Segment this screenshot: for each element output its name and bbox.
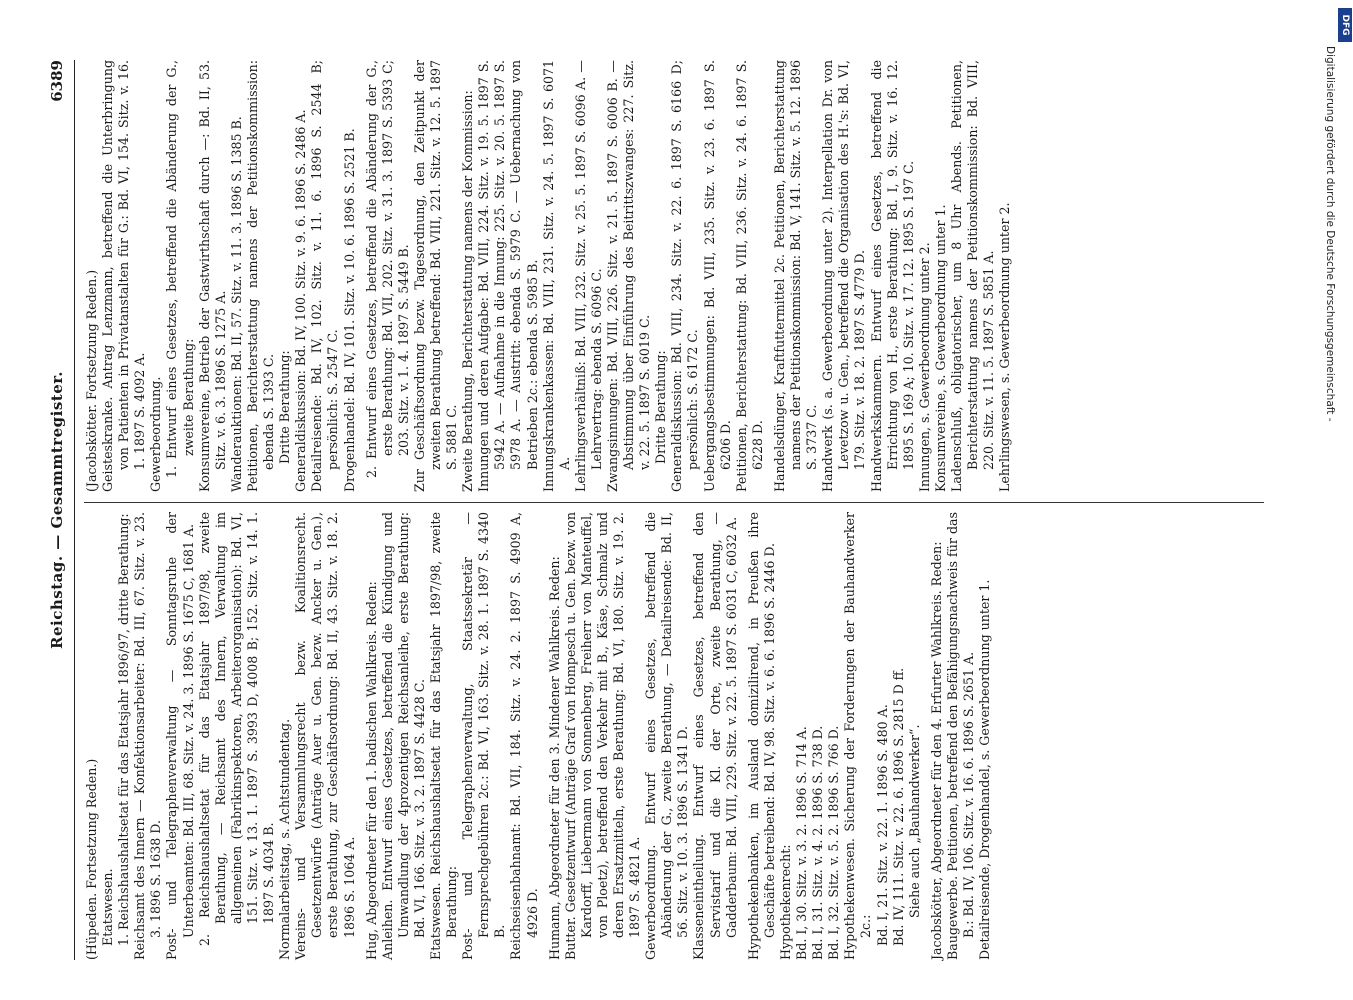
index-entry: 1. Entwurf eines Gesetzes, betreffend die Abänderung der G., zweite Berathung: [164, 60, 196, 478]
index-entry: Post- und Telegraphenverwaltung — Sonntagsruhe der Unterbeamten: Bd. III, 68. Sitz. v. 24. 3. 1896 S. 1675 C, 1681 A. [164, 512, 196, 960]
index-entry: 2. Entwurf eines Gesetzes, betreffend die Abänderung der G., erste Berathung: Bd. VII, 202. Sitz. v. 31. 3. 1897 S. 5393 C; 203. Sitz. v. 1. 4. 1897 S. 5449 B. [363, 60, 411, 478]
digitization-note: Digitalisierung gefördert durch die Deutsche Forschungsgemeinschaft - [1324, 46, 1336, 422]
index-entry: Konsumvereine, Betrieb der Gastwirthschaft durch —: Bd. II, 53. Sitz. v. 6. 3. 1896 S. 1275 A. [196, 60, 228, 492]
page-header-title: Reichstag. — Gesammtregister. [48, 371, 66, 649]
member-entry: Jacobskötter, Abgeordneter für den 4. Erfurter Wahlkreis. Reden: [928, 541, 944, 960]
index-entry: Innungen, s. Gewerbeordnung unter 2. [916, 242, 932, 492]
continuation-heading: (Hüpeden. Fortsetzung Reden.) [84, 758, 99, 960]
index-entry: Lehrlingswesen, s. Gewerbeordnung unter 2. [997, 202, 1013, 492]
column-divider [84, 502, 1264, 503]
index-entry: Ladenschluß, obligatorischer, um 8 Uhr Abends. Petitionen, Berichterstattung namens der Petitionskommission: Bd. VIII, 220. Sitz. v. 11. 5. 1897 S. 5851 A. [948, 60, 997, 492]
continuation-heading: (Jacobskötter. Fortsetzung Reden.) [84, 269, 99, 492]
index-entry: Zwangsinnungen: Bd. VIII, 226. Sitz. v. 21. 5. 1897 S. 6006 B. — Abstimmung über Einführung des Beitrittszwanges: 227. Sitz. v. 22. 5. 1897 S. 6019 C. [605, 60, 653, 492]
page-number: 6389 [48, 60, 66, 102]
index-entry: Konsumvereine, s. Gewerbeordnung unter 1. [932, 204, 948, 492]
index-entry: Bd. I, 32. Sitz. v. 5. 2. 1896 S. 766 D. [826, 725, 842, 960]
member-entry: Humann, Abgeordneter für den 3. Mindener Wahlkreis. Reden: [546, 556, 562, 960]
index-entry: Siehe auch „Bauhandwerker“. [906, 724, 922, 918]
index-entry: Etatswesen. Reichshaushaltsetat für das Etatsjahr 1897/98, zweite Berathung: [427, 512, 460, 960]
index-entry: 1. Reichshaushaltsetat für das Etatsjahr 1896/97, dritte Berathung: [116, 513, 132, 946]
right-column [84, 60, 1013, 492]
index-entry: Wanderauktionen: Bd. II, 57. Sitz. v. 11. 3. 1896 S. 1385 B. [228, 116, 244, 492]
index-entry: Reichsamt des Innern — Konfektionsarbeiter: Bd. III, 67. Sitz. v. 23. 3. 1896 S. 1638 D. [132, 512, 164, 960]
index-entry: Generaldiskussion: Bd. IV, 100. Sitz. v. 9. 6. 1896 S. 2486 A. [293, 109, 309, 492]
index-entry: Gewerbeordnung. Entwurf eines Gesetzes, betreffend die Abänderung der G., zweite Berathung, — Detailreisende: Bd. II, 56. Sitz. v. 10. 3. 1896 S. 1341 D. [643, 512, 691, 960]
index-entry: Innungen und deren Aufgabe: Bd. VIII, 224. Sitz. v. 19. 5. 1897 S. 5942 A. — Aufnahme in die Innung: 225. Sitz. v. 20. 5. 1897 S. 5978 A. — Austritt: ebenda S. 5979 C. — Uebernachung von Betrieben 2c.: ebenda S. 5985 B. [476, 60, 540, 492]
index-entry: Post- und Telegraphenverwaltung, Staatssekretär — Fernsprechgebühren 2c.: Bd. VI, 163. Sitz. v. 28. 1. 1897 S. 4340 B. [460, 512, 508, 960]
left-column [84, 512, 993, 960]
index-entry: Detailreisende: Bd. IV, 102. Sitz. v. 11. 6. 1896 S. 2544 B; persönlich: S. 2547 C. [309, 60, 341, 492]
index-subheading: Etatswesen. [100, 868, 116, 946]
index-entry: Anleihen. Entwurf eines Gesetzes, betreffend die Kündigung und Umwandlung der 4prozentigen Reichsanleihe, erste Berathung: Bd. VI, 166. Sitz. v. 3. 2. 1897 S. 4428 C. [379, 512, 427, 960]
index-entry: Lehrlingsverhältniß: Bd. VIII, 232. Sitz. v. 25. 5. 1897 S. 6096 A. — Lehrvertrag: ebenda S. 6096 C. [572, 60, 604, 492]
index-entry: Bd. IV, 111. Sitz. v. 22. 6. 1896 S. 2815 D ff. [890, 667, 906, 946]
index-entry: Bd. I, 31. Sitz. v. 4. 2. 1896 S. 738 D. [810, 725, 826, 960]
index-entry: Generaldiskussion: Bd. VIII, 234. Sitz. v. 22. 6. 1897 S. 6166 D; persönlich: S. 6172 C. [669, 60, 701, 492]
index-entry: Dritte Berathung: [653, 350, 669, 464]
index-entry: Klasseneintheilung. Entwurf eines Gesetzes, betreffend den Servistarif und die Kl. der Orte, zweite Berathung, — Gadderbaum: Bd. VIII, 229. Sitz. v. 22. 5. 1897 S. 6031 C, 6032 A. [691, 512, 739, 960]
dfg-logo [1338, 8, 1352, 42]
index-entry: Handwerk (s. a. Gewerbeordnung unter 2). Interpellation Dr. von Levetzow u. Gen., betreffend die Organisation des H.'s: Bd. VI, 179. Sitz. v. 18. 2. 1897 S. 4779 D. [820, 60, 868, 492]
index-entry: Detailreisende, Drogenhandel, s. Gewerbeordnung unter 1. [977, 579, 993, 960]
index-entry: Dritte Berathung: [277, 350, 293, 464]
index-entry: Bd. I, 30. Sitz. v. 3. 2. 1896 S. 714 A. [794, 726, 810, 960]
index-subheading: Gewerbeordnung. [148, 376, 164, 492]
index-entry: Handelsdünger, Kraftfuttermittel 2c. Petitionen, Berichterstattung namens der Petitionskommission: Bd. V, 141. Sitz. v. 5. 12. 1896 S. 3737 C. [771, 60, 820, 492]
page-header [48, 60, 75, 960]
index-entry: Bd. I, 21. Sitz. v. 22. 1. 1896 S. 480 A. [874, 704, 890, 946]
index-entry: Petitionen, Berichterstattung namens der Petitionskommission: ebenda S. 1393 C. [244, 60, 277, 492]
member-entry: Hug, Abgeordneter für den 1. badischen Wahlkreis. Reden: [363, 581, 379, 960]
dfg-logo-text: DFG [1340, 14, 1350, 36]
index-entry: Hypothekenbanken, im Ausland domizilirend, in Preußen ihre Geschäfte betreibend: Bd. IV, 98. Sitz. v. 6. 6. 1896 S. 2446 D. [745, 512, 777, 960]
index-entry: Innungskrankenkassen: Bd. VIII, 231. Sitz. v. 24. 5. 1897 S. 6071 A. [540, 60, 572, 492]
index-subheading: Hypothekenrecht: [777, 844, 793, 960]
index-entry: Zweite Berathung, Berichterstattung namens der Kommission: [460, 90, 476, 492]
index-entry: Hypothekenwesen. Sicherung der Forderungen der Bauhandwerker 2c.: [842, 512, 874, 960]
index-entry: Butter. Gesetzentwurf (Anträge Graf von Hompesch u. Gen. bezw. von Kardorff, Liebermann von Sonnenberg, Freiherr von Manteuffel, von Ploetz), betreffend den Verkehr mit B., Käse, Schmalz und deren Ersatzmitteln, erste Berathung: Bd. VI, 180. Sitz. v. 19. 2. 1897 S. 4821 A. [562, 512, 643, 960]
index-entry: Zur Geschäftsordnung bezw. Tagesordnung, den Zeitpunkt der zweiten Berathung betreffend: Bd. VIII, 221. Sitz. v. 12. 5. 1897 S. 5881 C. [411, 60, 460, 492]
index-entry: 2. Reichshaushaltsetat für das Etatsjahr 1897/98, zweite Berathung, — Reichsamt des Innern, Verwaltung im allgemeinen (Fabrikinspektoren, Arbeiterorganisation): Bd. VI, 151. Sitz. v. 13. 1. 1897 S. 3993 D, 4008 B; 152. Sitz. v. 14. 1. 1897 S. 4034 B. [196, 512, 277, 946]
index-entry: Baugewerbe. Petitionen, betreffend den Befähigungsnachweis für das B.: Bd. IV, 106. Sitz. v. 16. 6. 1896 S. 2651 A. [944, 512, 976, 960]
index-entry: Reichseisenbahnamt: Bd. VII, 184. Sitz. v. 24. 2. 1897 S. 4909 A, 4926 D. [508, 512, 540, 960]
index-entry: Drogenhandel: Bd. IV, 101. Sitz. v. 10. 6. 1896 S. 2521 B. [341, 128, 357, 492]
index-entry: Handwerkskammern. Entwurf eines Gesetzes, betreffend die Errichtung von H., erste Berathung: Bd. I, 9. Sitz. v. 16. 12. 1895 S. 169 A; 10. Sitz. v. 17. 12. 1895 S. 197 C. [868, 60, 916, 492]
index-entry: Normalarbeitstag, s. Achtstundentag. [277, 718, 293, 960]
index-entry: Vereins- und Versammlungsrecht bezw. Koalitionsrecht. Gesetzentwürfe (Anträge Auer u. Gen. bezw. Ancker u. Gen.), erste Berathung, zur Geschäftsordnung: Bd. II, 43. Sitz. v. 18. 2. 1896 S. 1064 A. [293, 512, 357, 960]
index-entry: Geisteskranke. Antrag Lenzmann, betreffend die Unterbringung von Patienten in Privatanstalten für G.: Bd. VI, 154. Sitz. v. 16. 1. 1897 S. 4092 A. [100, 60, 148, 492]
index-entry: Petitionen, Berichterstattung: Bd. VIII, 236. Sitz. v. 24. 6. 1897 S. 6228 D. [733, 60, 765, 492]
digitization-note-strip [1326, 46, 1346, 986]
index-entry: Uebergangsbestimmungen: Bd. VIII, 235. Sitz. v. 23. 6. 1897 S. 6206 D. [701, 60, 733, 492]
